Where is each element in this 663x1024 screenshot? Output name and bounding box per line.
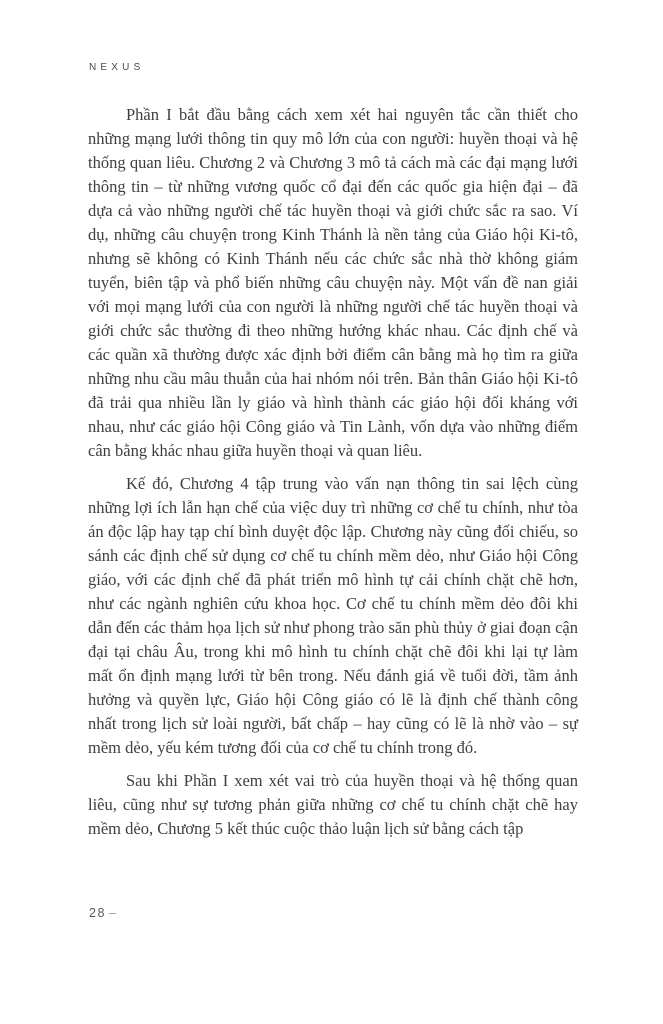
body-paragraph: Sau khi Phần I xem xét vai trò của huyền thoại và hệ thống quan liêu, cũng như sự tương phản giữa những cơ chế tu chính chặt chẽ hay mềm dẻo, Chương 5 kết thúc cuộc thảo luận lịch sử bằng cách tập xyxy=(88,771,578,838)
page-number: 28 xyxy=(89,906,106,920)
body-text-block xyxy=(88,103,578,850)
page-footer xyxy=(89,906,117,920)
running-header: NEXUS xyxy=(89,62,145,73)
footer-dash: – xyxy=(108,906,118,920)
body-paragraph: Phần I bắt đầu bằng cách xem xét hai nguyên tắc cần thiết cho những mạng lưới thông tin quy mô lớn của con người: huyền thoại và hệ thống quan liêu. Chương 2 và Chương 3 mô tả cách mà các đại mạng lưới thông tin – từ những vương quốc cổ đại đến các quốc gia hiện đại – đã dựa cả vào những người chế tác huyền thoại và giới chức sắc ra sao. Ví dụ, những câu chuyện trong Kinh Thánh là nền tảng của Giáo hội Ki-tô, nhưng sẽ không có Kinh Thánh nếu các chức sắc nhà thờ không giám tuyển, biên tập và phổ biến những câu chuyện này. Một vấn đề nan giải với mọi mạng lưới của con người là những người chế tác huyền thoại và giới chức sắc thường đi theo những hướng khác nhau. Các định chế và các quần xã thường được xác định bởi điểm cân bằng mà họ tìm ra giữa những nhu cầu mâu thuẫn của hai nhóm nói trên. Bản thân Giáo hội Ki-tô đã trải qua nhiều lần ly giáo và hình thành các giáo hội đối kháng với nhau, như các giáo hội Công giáo và Tin Lành, vốn dựa vào những điểm cân bằng khác nhau giữa huyền thoại và quan liêu. xyxy=(88,105,578,460)
body-paragraph: Kế đó, Chương 4 tập trung vào vấn nạn thông tin sai lệch cùng những lợi ích lẫn hạn chế của việc duy trì những cơ chế tu chính, như tòa án độc lập hay tạp chí bình duyệt độc lập. Chương này cũng đối chiếu, so sánh các định chế sử dụng cơ chế tu chính mềm dẻo, như Giáo hội Công giáo, với các định chế đã phát triển mô hình tự cải chính chặt chẽ hơn, như các ngành nghiên cứu khoa học. Cơ chế tu chính mềm dẻo đôi khi dẫn đến các thảm họa lịch sử như phong trào săn phù thủy ở giai đoạn cận đại tại châu Âu, trong khi mô hình tu chính chặt chẽ đôi khi lại tự làm mất ổn định mạng lưới từ bên trong. Nếu đánh giá về tuổi đời, tầm ảnh hưởng và quyền lực, Giáo hội Công giáo có lẽ là định chế thành công nhất trong lịch sử loài người, bất chấp – hay cũng có lẽ là nhờ vào – sự mềm dẻo, yếu kém tương đối của cơ chế tu chính trong đó. xyxy=(88,474,578,757)
